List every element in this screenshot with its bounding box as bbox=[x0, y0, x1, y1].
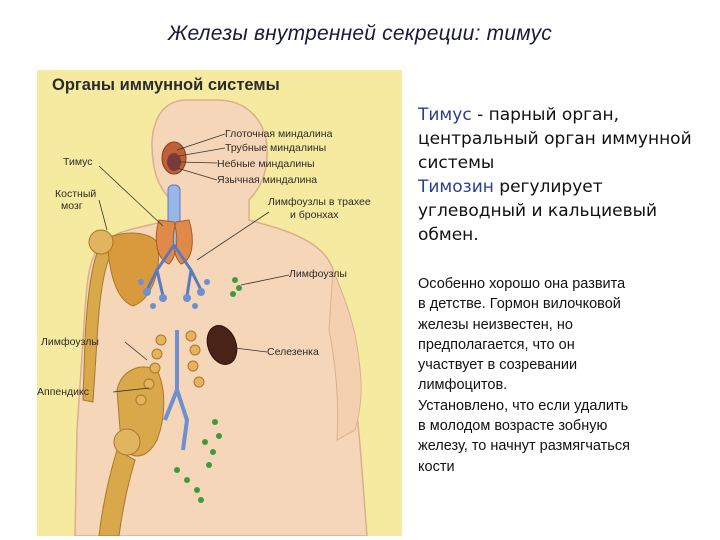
slide-title: Железы внутренней секреции: тимус bbox=[168, 22, 552, 45]
thymus-description bbox=[418, 103, 708, 247]
detail-line: Особенно хорошо она развита bbox=[418, 276, 626, 292]
thymosin-line-2: углеводный и кальциевый bbox=[418, 201, 658, 221]
detail-line: железы неизвестен, но bbox=[418, 316, 573, 333]
label-lymph-trachea-2: и бронхах bbox=[290, 209, 339, 221]
thymus-line-2: центральный орган иммунной bbox=[418, 129, 692, 149]
detail-line: участвует в созревании bbox=[418, 357, 578, 374]
thymus-rest-1: - парный орган, bbox=[471, 105, 619, 125]
label-lymph-nodes-left: Лимфоузлы bbox=[41, 336, 99, 348]
detail-line: кости bbox=[418, 458, 455, 475]
thymus-details bbox=[418, 274, 708, 477]
thymosin-rest-1: регулирует bbox=[493, 177, 603, 197]
label-lingual-tonsil: Язычная миндалина bbox=[217, 174, 318, 186]
label-lymph-nodes-right: Лимфоузлы bbox=[289, 268, 347, 280]
label-pharyngeal-tonsil: Глоточная миндалина bbox=[225, 128, 333, 140]
label-palatine-tonsils: Небные миндалины bbox=[217, 158, 315, 170]
label-tubal-tonsils: Трубные миндалины bbox=[225, 142, 327, 154]
thymus-line-1 bbox=[418, 103, 708, 127]
detail-line: железу, то начнут размягчаться bbox=[418, 438, 630, 455]
label-bone-marrow-1: Костный bbox=[55, 188, 97, 200]
thymosin-line-3: обмен. bbox=[418, 225, 479, 245]
figure-title: Органы иммунной системы bbox=[52, 76, 280, 94]
detail-line: предполагается, что он bbox=[418, 336, 575, 353]
detail-line: лимфоцитов. bbox=[418, 377, 508, 394]
detail-line: в молодом возрасте зобную bbox=[418, 418, 608, 435]
shoulder-joint bbox=[89, 230, 113, 254]
thymus-line-3: системы bbox=[418, 153, 495, 173]
thymosin-line-1 bbox=[418, 175, 708, 199]
thymosin-term: Тимозин bbox=[418, 177, 494, 197]
label-appendix: Аппендикс bbox=[37, 386, 89, 398]
hip-joint bbox=[114, 429, 140, 455]
thymus-term: Тимус bbox=[418, 105, 472, 125]
detail-line: Установлено, что если удалить bbox=[418, 397, 629, 414]
immune-system-figure bbox=[37, 70, 402, 536]
label-lymph-trachea-1: Лимфоузлы в трахее bbox=[268, 196, 371, 208]
label-thymus: Тимус bbox=[63, 156, 93, 168]
detail-line: в детстве. Гормон вилочковой bbox=[418, 296, 621, 313]
label-bone-marrow-2: мозг bbox=[61, 200, 83, 212]
body-illustration bbox=[37, 70, 402, 536]
label-spleen: Селезенка bbox=[267, 346, 319, 358]
